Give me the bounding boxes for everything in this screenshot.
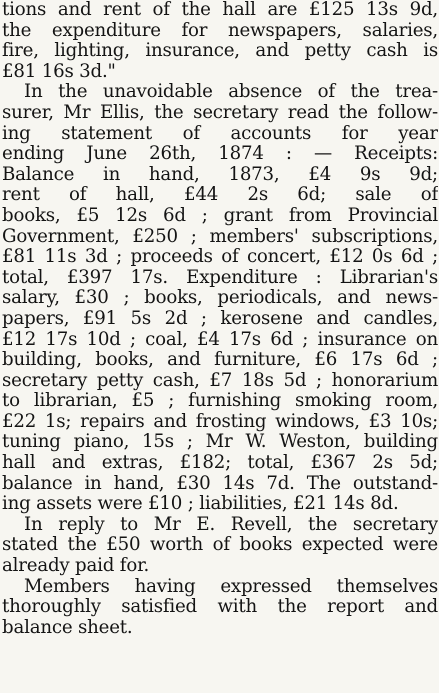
text-line: In the unavoidable absence of the trea- [24, 82, 438, 103]
text-line: Members having expressed themselves [24, 576, 438, 597]
article-paragraph [2, 0, 438, 82]
text-line: tions and rent of the hall are £125 13s 9d, [2, 0, 438, 20]
text-line: building, books, and furniture, £6 17s 6d ; [2, 350, 438, 371]
text-line: £81 16s 3d." [2, 61, 116, 82]
text-line: £81 11s 3d ; proceeds of concert, £12 0s 6d ; [2, 247, 438, 268]
article-paragraph [2, 577, 438, 639]
text-line: total, £397 17s. Expenditure : Librarian's [2, 267, 438, 288]
text-line: salary, £30 ; books, periodicals, and news- [2, 288, 438, 309]
text-line: balance in hand, £30 14s 7d. The outstand- [2, 473, 438, 494]
article-column [2, 0, 438, 638]
text-line: secretary petty cash, £7 18s 5d ; honorarium [2, 370, 438, 391]
text-line: ing statement of accounts for year [2, 123, 438, 144]
text-line: books, £5 12s 6d ; grant from Provincial [2, 205, 438, 226]
text-line: Government, £250 ; members' subscriptions, [2, 226, 438, 247]
text-line: Balance in hand, 1873, £4 9s 9d; [2, 164, 438, 185]
text-line: ing assets were £10 ; liabilities, £21 14s 8d. [2, 494, 399, 515]
text-line: In reply to Mr E. Revell, the secretary [24, 514, 438, 535]
text-line: hall and extras, £182; total, £367 2s 5d; [2, 453, 438, 474]
text-line: thoroughly satisfied with the report and [2, 597, 438, 618]
text-line: £12 17s 10d ; coal, £4 17s 6d ; insurance on [2, 329, 438, 350]
text-line: the expenditure for newspapers, salaries, [2, 20, 438, 41]
text-line: papers, £91 5s 2d ; kerosene and candles, [2, 308, 438, 329]
text-line: ending June 26th, 1874 : — Receipts: [2, 144, 438, 165]
text-line: balance sheet. [2, 617, 133, 638]
text-line: tuning piano, 15s ; Mr W. Weston, building [2, 432, 438, 453]
text-line: already paid for. [2, 556, 150, 577]
text-line: fire, lighting, insurance, and petty cash is [2, 41, 438, 62]
article-paragraph [2, 82, 438, 514]
text-line: to librarian, £5 ; furnishing smoking room, [2, 391, 438, 412]
text-line: £22 1s; repairs and frosting windows, £3 10s; [2, 411, 438, 432]
article-paragraph [2, 515, 438, 577]
text-line: rent of hall, £44 2s 6d; sale of [2, 185, 438, 206]
text-line: surer, Mr Ellis, the secretary read the follow- [2, 102, 438, 123]
text-line: stated the £50 worth of books expected were [2, 535, 438, 556]
